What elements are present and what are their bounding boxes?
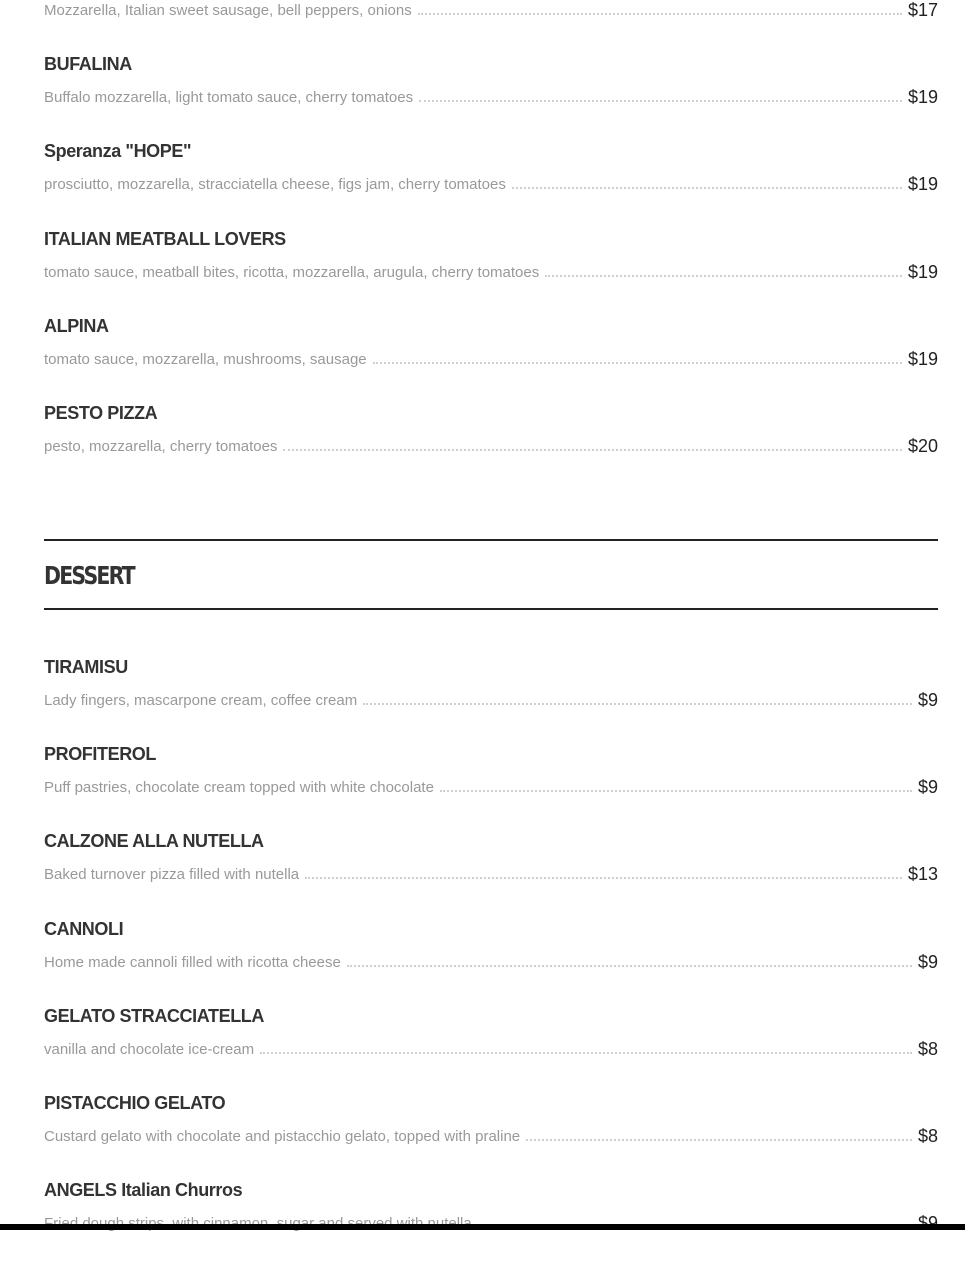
menu-item-price: $9: [917, 690, 938, 710]
menu-item-price: $19: [907, 261, 938, 282]
menu-item-description: Baked turnover pizza filled with nutella: [44, 866, 300, 884]
menu-item-name: PISTACCHIO GELATO: [44, 1092, 226, 1113]
section-title: DESSERT: [44, 561, 134, 590]
menu-item-price: $9: [917, 777, 938, 798]
menu-item-description: Lady fingers, mascarpone cream, coffee cream: [44, 692, 358, 709]
dessert-menu-list: [44, 657, 938, 1267]
menu-item-description: Puff pastries, chocolate cream topped with white chocolate: [44, 779, 434, 797]
menu-item-price: $19: [907, 87, 938, 108]
dotted-leader: [526, 1138, 912, 1141]
dotted-leader: [305, 876, 902, 879]
menu-item-description: pesto, mozzarella, cherry tomatoes: [44, 437, 278, 455]
menu-item-price: $8: [917, 1038, 938, 1059]
menu-item: [44, 657, 938, 744]
menu-item: [44, 0, 938, 54]
menu-item: [44, 54, 938, 141]
menu-item-name: Speranza "HOPE": [44, 141, 192, 162]
menu-item-description: vanilla and chocolate ice-cream: [44, 1040, 255, 1058]
dotted-leader: [260, 1051, 912, 1054]
menu-item-description: prosciutto, mozzarella, stracciatella cheese, figs jam, cherry tomatoes: [44, 176, 506, 194]
menu-item-name: ITALIAN MEATBALL LOVERS: [44, 228, 286, 249]
dotted-leader: [512, 186, 902, 189]
menu-item-name: PROFITEROL: [44, 744, 156, 765]
menu-item-description: tomato sauce, mozzarella, mushrooms, sausage: [44, 350, 367, 368]
menu-item: [44, 744, 938, 831]
dessert-section-header: [44, 539, 938, 610]
pizza-menu-list: [44, 0, 938, 490]
menu-item: [44, 141, 938, 228]
dotted-leader: [363, 702, 912, 705]
menu-item-description: tomato sauce, meatball bites, ricotta, mozzarella, arugula, cherry tomatoes: [44, 263, 540, 281]
menu-item-price: $13: [907, 864, 938, 885]
menu-item-name: ANGELS Italian Churros: [44, 1180, 243, 1201]
menu-item-price: $9: [917, 951, 938, 972]
menu-item-price: $8: [917, 1125, 938, 1146]
menu-item-price: $20: [907, 435, 938, 456]
menu-item-name: CANNOLI: [44, 918, 124, 939]
menu-item: [44, 403, 938, 490]
menu-item-description: Custard gelato with chocolate and pistacchio gelato, topped with praline: [44, 1127, 521, 1145]
menu-item: [44, 919, 938, 1006]
dotted-leader: [347, 964, 912, 967]
menu-item-name: TIRAMISU: [44, 657, 128, 677]
menu-item: [44, 229, 938, 316]
menu-item-description: Mozzarella, Italian sweet sausage, bell peppers, onions: [44, 2, 412, 19]
menu-item-price: $19: [907, 348, 938, 369]
dotted-leader: [440, 789, 912, 792]
window-bottom-edge: [0, 1224, 965, 1230]
menu-item-name: CALZONE ALLA NUTELLA: [44, 831, 264, 852]
menu-item-description: Buffalo mozzarella, light tomato sauce, cherry tomatoes: [44, 89, 414, 107]
dotted-leader: [373, 361, 902, 364]
menu-item: [44, 831, 938, 918]
dotted-leader: [283, 448, 902, 451]
menu-item-name: BUFALINA: [44, 54, 132, 75]
menu-item-name: ALPINA: [44, 315, 109, 336]
menu-item: [44, 316, 938, 403]
dotted-leader: [418, 12, 902, 15]
menu-item-price: $19: [907, 174, 938, 195]
menu-item-price: $17: [907, 0, 938, 20]
menu-item-name: PESTO PIZZA: [44, 402, 158, 423]
menu-item-description: Home made cannoli filled with ricotta cheese: [44, 953, 341, 971]
menu-item: [44, 1006, 938, 1093]
menu-item: [44, 1093, 938, 1180]
dotted-leader: [419, 99, 902, 102]
menu-item-name: GELATO STRACCIATELLA: [44, 1005, 264, 1026]
dotted-leader: [545, 274, 902, 277]
